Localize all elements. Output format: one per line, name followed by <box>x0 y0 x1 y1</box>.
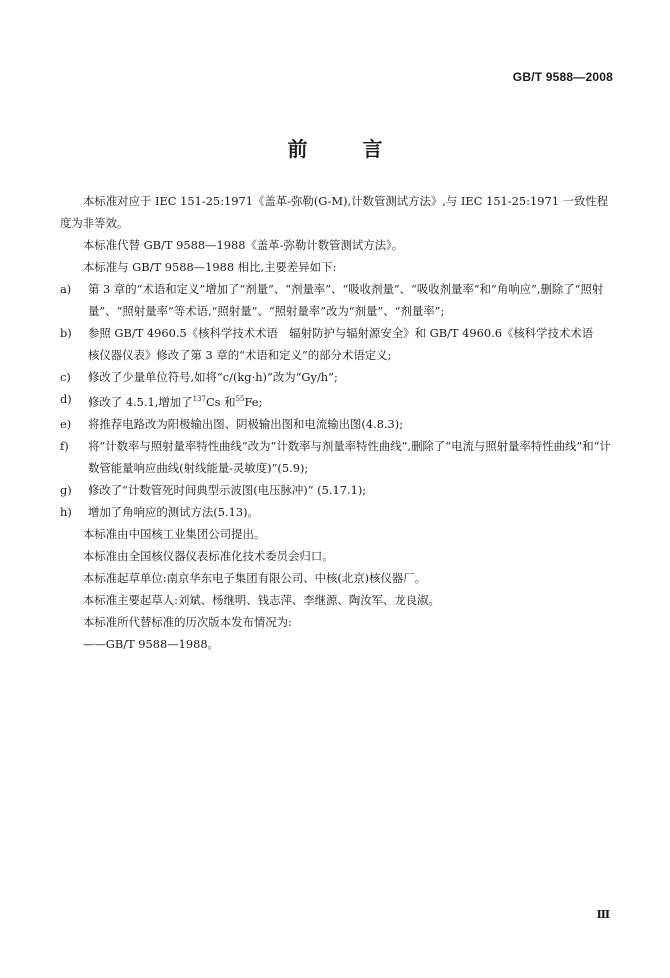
list-item <box>60 501 612 523</box>
list-item-label: d) <box>60 392 72 406</box>
list-item-text: 第 3 章的“术语和定义”增加了“剂量”、“剂量率”、“吸收剂量”、“吸收剂量率”和“角响应”,删除了“照射量”、“照射量率”等术语,“照射量”、“照射量率”改为“剂量”、“剂量率”; <box>88 282 604 318</box>
list-item <box>60 322 612 366</box>
paragraph-history-intro: 本标准所代替标准的历次版本发布情况为: <box>83 614 292 629</box>
list-item <box>60 435 612 479</box>
list-item-label: e) <box>60 416 72 431</box>
list-item <box>60 278 612 322</box>
paragraph-drafting-units: 本标准起草单位:南京华东电子集团有限公司、中核(北京)核仪器厂。 <box>83 570 427 585</box>
standard-code: GB/T 9588—2008 <box>512 70 613 84</box>
list-item-label: b) <box>60 326 72 340</box>
paragraph-differences-intro: 本标准与 GB/T 9588—1988 相比,主要差异如下: <box>83 260 337 274</box>
list-item-text: 参照 GB/T 4960.5《核科学技术术语 辐射防护与辐射源安全》和 GB/T 4960.6《核科学技术术语 核仪器仪表》修改了第 3 章的“术语和定义”的部分术语定义; <box>88 326 605 362</box>
list-item-label: g) <box>60 482 72 497</box>
isotope-mass-number: 137 <box>192 395 206 403</box>
list-item-text <box>88 388 612 413</box>
isotope-mass-number: 55 <box>235 395 245 403</box>
paragraph-scope: 本标准对应于 IEC 151-25:1971《盖革-弥勒(G-M),计数管测试方法》,与 IEC 151-25:1971 一致性程度为非等效。 <box>60 194 609 230</box>
paragraph-proposer: 本标准由中国核工业集团公司提出。 <box>83 526 266 541</box>
list-item-text-part: Cs 和 <box>205 394 236 409</box>
list-item-text: 修改了少量单位符号,如将“c/(kg·h)”改为“Gy/h”; <box>88 370 338 384</box>
list-item-text: 将推荐电路改为阳极输出图、阴极输出图和电流输出图(4.8.3); <box>88 416 404 431</box>
paragraph-drafters: 本标准主要起草人:刘斌、杨继明、钱志萍、李继源、陶汝军、龙良淑。 <box>83 592 440 607</box>
list-item-label: c) <box>60 370 71 384</box>
paragraph-replaces: 本标准代替 GB/T 9588—1988《盖革-弥勒计数管测试方法》。 <box>83 238 404 252</box>
list-item-label: h) <box>60 504 72 519</box>
list-item-text-part: Fe; <box>244 394 263 409</box>
page-number: Ⅲ <box>596 908 610 921</box>
paragraph-committee: 本标准由全国核仪器仪表标准化技术委员会归口。 <box>83 548 334 563</box>
page-title: 前 言 <box>287 137 407 161</box>
foreword-body <box>60 190 612 655</box>
list-item-text: 将“计数率与照射量率特性曲线”改为“计数率与剂量率特性曲线”,删除了“电流与照射量率特性曲线”和“计数管能量响应曲线(射线能量-灵敏度)”(5.9); <box>88 438 611 475</box>
list-item-text: 增加了角响应的测试方法(5.13)。 <box>88 504 259 519</box>
list-item <box>60 366 612 388</box>
list-item <box>60 413 612 435</box>
list-item <box>60 388 612 413</box>
list-item-label: a) <box>60 282 72 296</box>
list-item-text: 修改了“计数管死时间典型示波图(电压脉冲)” (5.17.1); <box>88 482 367 497</box>
paragraph-history-entry: ——GB/T 9588—1988。 <box>83 636 220 651</box>
list-item <box>60 479 612 501</box>
list-item-label: f) <box>60 438 69 453</box>
list-item-text-part: 修改了 4.5.1,增加了 <box>88 394 193 409</box>
